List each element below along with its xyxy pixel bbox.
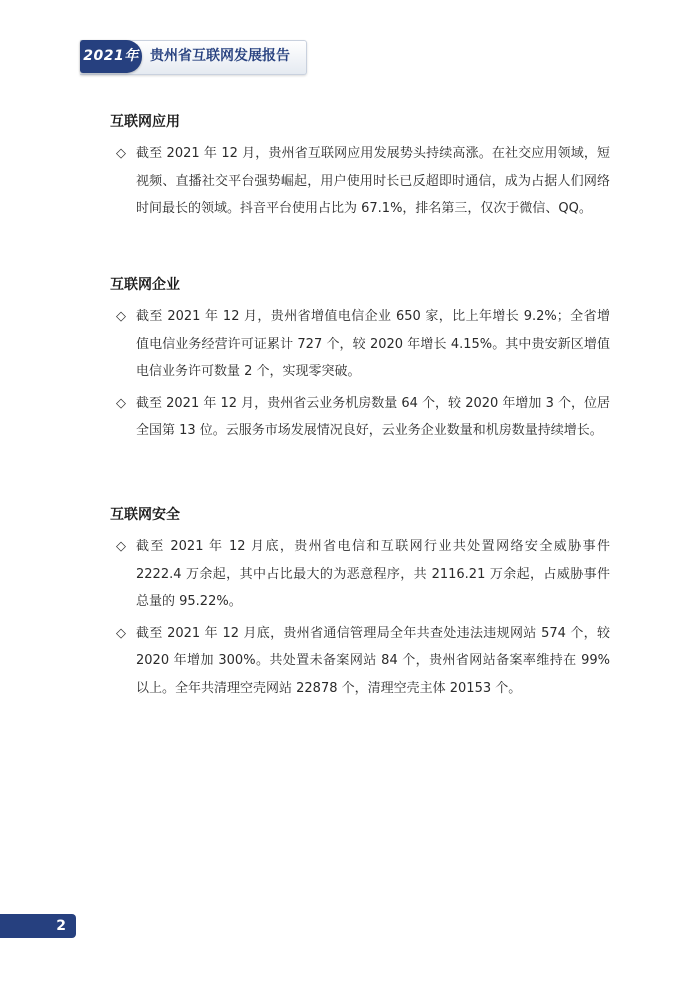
section-title: 互联网安全 — [110, 507, 180, 523]
section-internet-enterprises — [110, 275, 610, 449]
diamond-bullet-icon: ◇ — [116, 539, 126, 554]
item-text: 截至 2021 年 12 月，贵州省云业务机房数量 64 个，较 2020 年增加 3 个，位居全国第 13 位。云服务市场发展情况良好，云业务企业数量和机房数量持续增长。 — [136, 395, 610, 438]
report-title: 贵州省互联网发展报告 — [150, 48, 290, 64]
section-title: 互联网企业 — [110, 277, 180, 293]
diamond-bullet-icon: ◇ — [116, 146, 126, 161]
page-number-tab — [0, 914, 76, 938]
item-text: 截至 2021 年 12 月底，贵州省电信和互联网行业共处置网络安全威胁事件 2222.4 万余起，其中占比最大的为恶意程序，共 2116.21 万余起，占威胁事件总量的 95.22%。 — [136, 539, 610, 609]
section-internet-applications — [110, 112, 610, 227]
year-badge: 2021年 — [80, 40, 142, 73]
diamond-bullet-icon: ◇ — [116, 309, 126, 324]
section-internet-security — [110, 505, 610, 706]
list-item — [110, 140, 610, 223]
diamond-bullet-icon: ◇ — [116, 625, 126, 641]
section-title: 互联网应用 — [110, 114, 180, 130]
item-text: 截至 2021 年 12 月，贵州省互联网应用发展势头持续高涨。在社交应用领域，短视频、直播社交平台强势崛起，用户使用时长已反超即时通信，成为占据人们网络时间最长的领域。抖音平台使用占比为 67.1%，排名第三，仅次于微信、QQ。 — [136, 146, 610, 216]
diamond-bullet-icon: ◇ — [116, 395, 126, 411]
item-text: 截至 2021 年 12 月底，贵州省通信管理局全年共查处违法违规网站 574 个，较 2020 年增加 300%。共处置未备案网站 84 个，贵州省网站备案率维持在 99% 以上。全年共清理空壳网站 22878 个，清理空壳主体 20153 个。 — [136, 625, 610, 696]
list-item — [110, 533, 610, 616]
list-item — [110, 620, 610, 703]
list-item — [110, 303, 610, 386]
list-item — [110, 390, 610, 445]
item-text: 截至 2021 年 12 月，贵州省增值电信企业 650 家，比上年增长 9.2%；全省增值电信业务经营许可证累计 727 个，较 2020 年增长 4.15%。其中贵安新区增值电信业务许可数量 2 个，实现零突破。 — [136, 309, 610, 379]
page-number: 2 — [56, 918, 66, 934]
